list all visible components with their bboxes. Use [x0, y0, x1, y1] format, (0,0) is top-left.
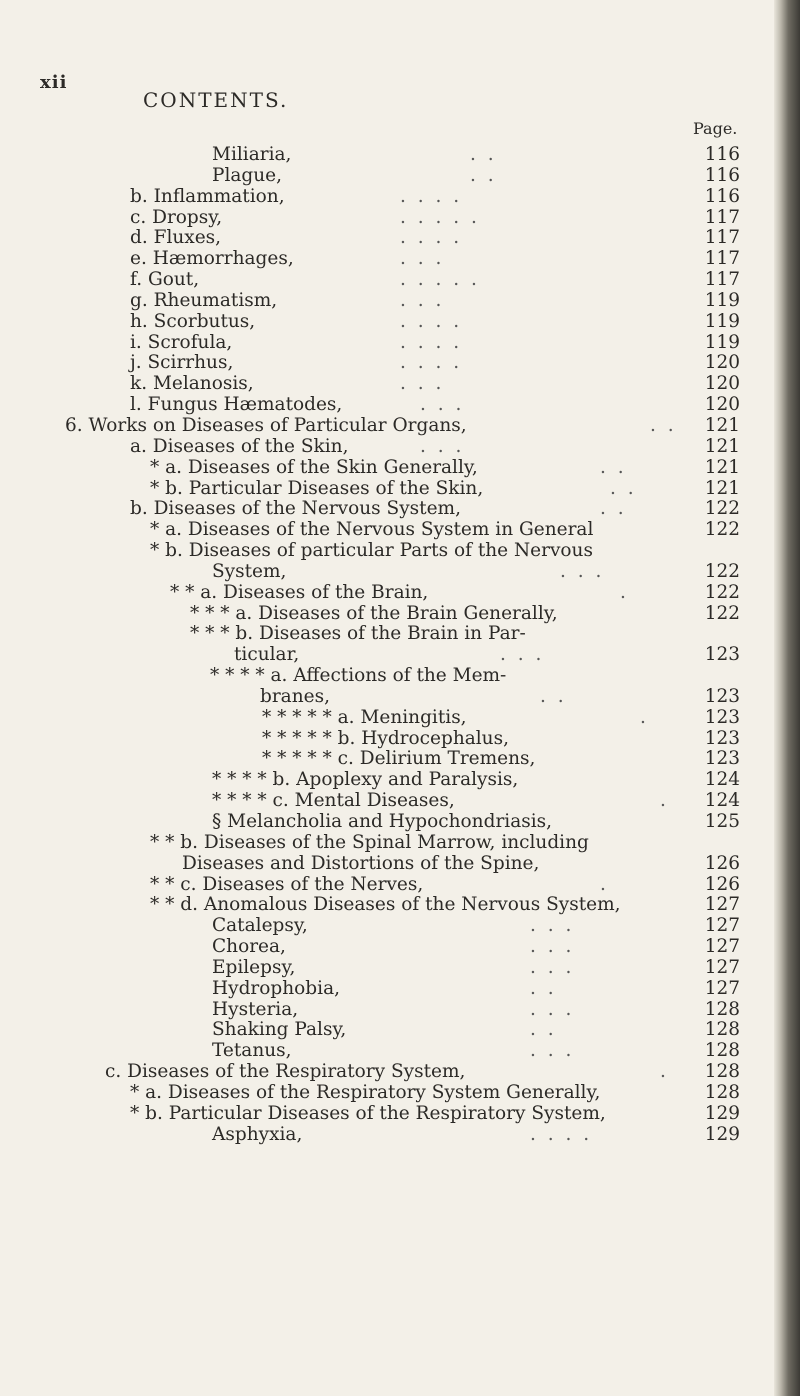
toc-entry	[0, 1062, 790, 1083]
dot-leader: . .	[530, 977, 557, 999]
toc-page-number: 120	[704, 373, 740, 395]
toc-entry-title: ticular,	[234, 644, 300, 666]
toc-entry	[0, 333, 790, 354]
toc-page-number: 127	[704, 977, 740, 999]
toc-entry-title: * a. Diseases of the Respiratory System Generally,	[130, 1081, 601, 1103]
toc-entry-title: * * * * c. Mental Diseases,	[212, 790, 455, 812]
toc-entry-title: * * * * * b. Hydrocephalus,	[262, 727, 509, 749]
toc-entry-title: * * * * a. Affections of the Mem-	[210, 665, 507, 687]
toc-entry-title: l. Fungus Hæmatodes,	[130, 394, 343, 416]
toc-entry	[0, 395, 790, 416]
toc-entry-title: Plague,	[212, 164, 282, 186]
toc-page-number: 129	[704, 1123, 740, 1145]
toc-entry	[0, 875, 790, 896]
page-binding-edge	[774, 0, 800, 1396]
toc-entry	[0, 1125, 790, 1146]
toc-entry-title: b. Inflammation,	[130, 185, 285, 207]
toc-page-number: 122	[704, 519, 740, 541]
toc-page-number: 123	[704, 727, 740, 749]
toc-entry	[0, 520, 790, 541]
running-head: CONTENTS.	[143, 88, 289, 112]
toc-entry	[0, 416, 790, 437]
toc-entry-title: * * d. Anomalous Diseases of the Nervous System,	[150, 894, 621, 916]
toc-entry	[0, 666, 790, 687]
dot-leader: . . . .	[400, 185, 463, 207]
toc-entry	[0, 937, 790, 958]
toc-page-number: 127	[704, 956, 740, 978]
toc-entry-title: * * c. Diseases of the Nerves,	[150, 873, 424, 895]
toc-page-number: 122	[704, 560, 740, 582]
toc-page-number: 123	[704, 644, 740, 666]
toc-page-number: 117	[704, 206, 740, 228]
toc-page-number: 122	[704, 498, 740, 520]
toc-entry	[0, 541, 790, 562]
toc-entry-title: k. Melanosis,	[130, 373, 254, 395]
toc-entry	[0, 1041, 790, 1062]
toc-entry	[0, 770, 790, 791]
toc-entry	[0, 1000, 790, 1021]
toc-entry-title: Diseases and Distortions of the Spine,	[182, 852, 540, 874]
toc-page-number: 116	[704, 185, 740, 207]
dot-leader: . .	[540, 685, 567, 707]
toc-entry	[0, 145, 790, 166]
toc-entry-title: * * * * * c. Delirium Tremens,	[262, 748, 536, 770]
toc-page-number: 121	[704, 477, 740, 499]
toc-entry-title: c. Diseases of the Respiratory System,	[105, 1061, 466, 1083]
toc-entry	[0, 458, 790, 479]
toc-entry	[0, 854, 790, 875]
toc-page-number: 128	[704, 1081, 740, 1103]
toc-entry-title: * b. Diseases of particular Parts of the Nervous	[150, 540, 593, 562]
dot-leader: . . .	[400, 289, 445, 311]
toc-page-number: 124	[704, 790, 740, 812]
toc-entry-title: System,	[212, 560, 287, 582]
page-folio: xii	[40, 72, 68, 93]
toc-entry	[0, 270, 790, 291]
toc-entry-title: * * a. Diseases of the Brain,	[170, 581, 429, 603]
toc-page-number: 125	[704, 811, 740, 832]
toc-entry	[0, 687, 790, 708]
contents-list	[0, 145, 790, 1146]
toc-entry-title: § Melancholia and Hypochondriasis,	[212, 811, 553, 832]
toc-entry	[0, 583, 790, 604]
dot-leader: . .	[650, 414, 677, 436]
toc-entry-title: 6. Works on Diseases of Particular Organs,	[65, 414, 467, 436]
toc-page-number: 127	[704, 894, 740, 916]
toc-page-number: 122	[704, 602, 740, 624]
toc-entry	[0, 479, 790, 500]
toc-entry-title: a. Diseases of the Skin,	[130, 435, 349, 457]
toc-page-number: 127	[704, 915, 740, 937]
toc-entry	[0, 1083, 790, 1104]
toc-entry	[0, 312, 790, 333]
toc-entry-title: Chorea,	[212, 936, 286, 958]
dot-leader: . . .	[530, 998, 575, 1020]
toc-entry	[0, 812, 790, 833]
toc-page-number: 117	[704, 269, 740, 291]
toc-entry	[0, 749, 790, 770]
toc-entry	[0, 291, 790, 312]
toc-entry	[0, 166, 790, 187]
toc-entry-title: * * * b. Diseases of the Brain in Par-	[190, 623, 526, 645]
toc-page-number: 123	[704, 706, 740, 728]
dot-leader: . . . . .	[400, 269, 480, 291]
toc-page-number: 119	[704, 310, 740, 332]
dot-leader: . . . .	[400, 310, 463, 332]
toc-entry	[0, 916, 790, 937]
dot-leader: .	[640, 706, 649, 728]
toc-entry-title: j. Scirrhus,	[130, 352, 234, 374]
toc-entry	[0, 791, 790, 812]
toc-entry	[0, 958, 790, 979]
dot-leader: . . .	[560, 560, 605, 582]
dot-leader: . . .	[400, 248, 445, 270]
toc-entry-title: Hydrophobia,	[212, 977, 340, 999]
toc-entry-title: f. Gout,	[130, 269, 200, 291]
toc-entry-title: Hysteria,	[212, 998, 299, 1020]
toc-entry	[0, 729, 790, 750]
toc-entry	[0, 895, 790, 916]
toc-entry-title: branes,	[260, 685, 330, 707]
toc-entry-title: * b. Particular Diseases of the Respiratory System,	[130, 1102, 606, 1124]
dot-leader: . .	[470, 164, 497, 186]
toc-page-number: 119	[704, 289, 740, 311]
toc-page-number: 116	[704, 164, 740, 186]
toc-page-number: 129	[704, 1102, 740, 1124]
toc-page-number: 121	[704, 435, 740, 457]
toc-entry	[0, 979, 790, 1000]
toc-entry	[0, 833, 790, 854]
toc-page-number: 119	[704, 331, 740, 353]
toc-entry-title: c. Dropsy,	[130, 206, 223, 228]
toc-page-number: 128	[704, 998, 740, 1020]
toc-entry-title: d. Fluxes,	[130, 227, 222, 249]
toc-entry-title: h. Scorbutus,	[130, 310, 256, 332]
toc-page-number: 117	[704, 227, 740, 249]
toc-entry-title: * a. Diseases of the Nervous System in General	[150, 519, 594, 541]
dot-leader: . .	[610, 477, 637, 499]
toc-entry-title: Epilepsy,	[212, 956, 296, 978]
dot-leader: . . .	[420, 394, 465, 416]
toc-page-number: 128	[704, 1019, 740, 1041]
toc-entry-title: * * b. Diseases of the Spinal Marrow, including	[150, 831, 589, 853]
toc-entry-title: * * * a. Diseases of the Brain Generally,	[190, 602, 558, 624]
dot-leader: . . . .	[530, 1123, 593, 1145]
toc-page-number: 121	[704, 414, 740, 436]
dot-leader: . . .	[400, 373, 445, 395]
toc-entry-title: g. Rheumatism,	[130, 289, 278, 311]
dot-leader: .	[660, 790, 669, 812]
toc-entry-title: Catalepsy,	[212, 915, 308, 937]
toc-page-number: 120	[704, 352, 740, 374]
dot-leader: . .	[600, 498, 627, 520]
dot-leader: . . .	[530, 1040, 575, 1062]
toc-entry	[0, 437, 790, 458]
toc-entry-title: * a. Diseases of the Skin Generally,	[150, 456, 478, 478]
toc-entry	[0, 374, 790, 395]
dot-leader: . . .	[530, 915, 575, 937]
dot-leader: . . .	[530, 956, 575, 978]
dot-leader: . .	[600, 456, 627, 478]
toc-page-number: 127	[704, 936, 740, 958]
page-column-label: Page.	[693, 119, 738, 138]
toc-page-number: 128	[704, 1040, 740, 1062]
toc-entry-title: Tetanus,	[212, 1040, 292, 1062]
dot-leader: . .	[530, 1019, 557, 1041]
toc-entry	[0, 353, 790, 374]
toc-entry	[0, 1104, 790, 1125]
dot-leader: . . . .	[400, 331, 463, 353]
toc-entry-title: Asphyxia,	[212, 1123, 303, 1145]
toc-entry-title: Shaking Palsy,	[212, 1019, 347, 1041]
toc-entry-title: * * * * b. Apoplexy and Paralysis,	[212, 769, 519, 791]
toc-entry	[0, 1020, 790, 1041]
dot-leader: .	[620, 581, 629, 603]
toc-page-number: 123	[704, 748, 740, 770]
toc-entry	[0, 604, 790, 625]
toc-entry-title: Miliaria,	[212, 144, 292, 165]
toc-page-number: 117	[704, 248, 740, 270]
toc-entry	[0, 208, 790, 229]
dot-leader: . . . . .	[400, 206, 480, 228]
toc-entry	[0, 645, 790, 666]
toc-entry	[0, 708, 790, 729]
dot-leader: .	[600, 873, 609, 895]
toc-page-number: 120	[704, 394, 740, 416]
dot-leader: . . . .	[400, 352, 463, 374]
toc-page-number: 116	[704, 144, 740, 165]
toc-entry-title: b. Diseases of the Nervous System,	[130, 498, 461, 520]
dot-leader: . . .	[420, 435, 465, 457]
toc-page-number: 123	[704, 685, 740, 707]
dot-leader: . . .	[530, 936, 575, 958]
dot-leader: . . . .	[400, 227, 463, 249]
toc-entry-title: * * * * * a. Meningitis,	[262, 706, 467, 728]
toc-entry-title: e. Hæmorrhages,	[130, 248, 294, 270]
toc-entry-title: * b. Particular Diseases of the Skin,	[150, 477, 484, 499]
toc-page-number: 122	[704, 581, 740, 603]
toc-entry-title: i. Scrofula,	[130, 331, 233, 353]
toc-page-number: 121	[704, 456, 740, 478]
toc-entry	[0, 624, 790, 645]
toc-page-number: 126	[704, 873, 740, 895]
toc-entry	[0, 249, 790, 270]
toc-page-number: 128	[704, 1061, 740, 1083]
toc-page-number: 124	[704, 769, 740, 791]
toc-entry	[0, 562, 790, 583]
dot-leader: . .	[470, 144, 497, 165]
dot-leader: .	[660, 1061, 669, 1083]
toc-entry	[0, 228, 790, 249]
toc-page-number: 126	[704, 852, 740, 874]
dot-leader: . . .	[500, 644, 545, 666]
toc-entry	[0, 499, 790, 520]
toc-entry	[0, 187, 790, 208]
